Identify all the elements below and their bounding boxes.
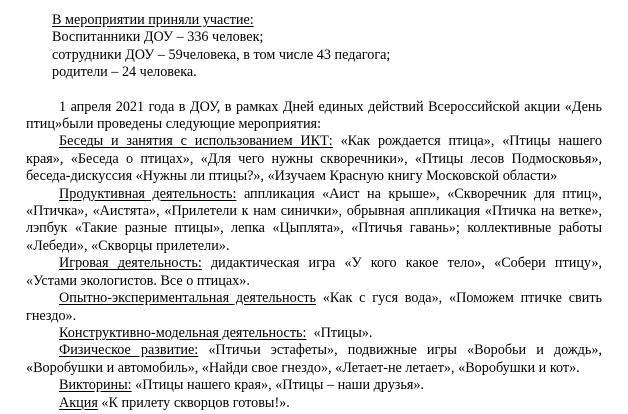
section-campaign-label: Акция bbox=[59, 394, 98, 411]
section-constructive bbox=[26, 325, 602, 342]
section-ict-line-3: беседа-дискуссия «Нужны ли птицы?», «Изучаем Красную книгу Московской области» bbox=[26, 168, 558, 185]
section-quiz-label: Викторины: bbox=[59, 377, 132, 394]
participants-staff: сотрудники ДОУ – 59человека, в том числе 43 педагога; bbox=[52, 46, 391, 63]
section-productive-line-2: «Птичка», «Аистята», «Прилетели к нам синички», обрывная аппликация «Птичка на ветке», bbox=[26, 203, 602, 220]
section-constructive-line-1: Конструктивно-модельная деятельность: «Птицы». bbox=[59, 324, 373, 341]
section-game-line-1: Игровая деятельность: дидактическая игра «У кого какое тело», «Собери птицу», bbox=[59, 255, 603, 272]
paragraph-gap bbox=[26, 82, 602, 99]
section-game bbox=[26, 255, 602, 290]
section-productive-label: Продуктивная деятельность: bbox=[59, 185, 237, 202]
section-experiment-line-2: гнездо». bbox=[26, 307, 77, 324]
section-ict-line-2: края», «Беседа о птицах», «Для чего нужны скворечники», «Птицы лесов Подмосковья», bbox=[26, 150, 602, 167]
section-constructive-label: Конструктивно-модельная деятельность: bbox=[59, 324, 307, 341]
section-productive bbox=[26, 186, 602, 256]
section-game-line-2: «Устами экологистов. Все о птицах». bbox=[26, 272, 250, 289]
section-physical-label: Физическое развитие: bbox=[59, 342, 199, 359]
section-quiz-line-1: Викторины: «Птицы нашего края», «Птицы – наши друзья». bbox=[59, 377, 425, 394]
section-quiz bbox=[26, 377, 602, 394]
section-physical-line-2: «Воробушки и автомобиль», «Найди свое гнездо», «Летает-не летает», «Воробушки и кот». bbox=[26, 359, 580, 376]
lead-line-1: 1 апреля 2021 года в ДОУ, в рамках Дней единых действий Всероссийской акции «День bbox=[59, 98, 602, 115]
participants-parents: родители – 24 человека. bbox=[52, 64, 197, 81]
section-ict bbox=[26, 133, 602, 185]
section-campaign-line-1: Акция «К прилету скворцов готовы!». bbox=[59, 394, 290, 411]
participants-block bbox=[26, 12, 602, 82]
section-ict-label: Беседы и занятия с использованием ИКТ: bbox=[59, 133, 333, 150]
participants-heading: В мероприятии приняли участие: bbox=[52, 12, 254, 28]
section-experiment-label: Опытно-экспериментальная деятельность bbox=[59, 290, 317, 307]
section-productive-line-4: «Лебеди», «Скворцы прилетели». bbox=[26, 237, 230, 254]
section-game-label: Игровая деятельность: bbox=[59, 255, 202, 272]
section-productive-line-3: лэпбук «Такие разные птицы», лепка «Цыплята», «Птичья гавань»; коллективные работы bbox=[26, 220, 602, 237]
section-physical bbox=[26, 342, 602, 377]
section-experiment-line-1: Опытно-экспериментальная деятельность «Как с гуся вода», «Поможем птичке свить bbox=[59, 290, 603, 307]
lead-line-2: птиц»были проведены следующие мероприятия: bbox=[26, 116, 322, 133]
events-lead-paragraph bbox=[26, 99, 602, 134]
section-ict-line-1: Беседы и занятия с использованием ИКТ: «Как рождается птица», «Птицы нашего bbox=[59, 133, 602, 150]
participants-pupils: Воспитанники ДОУ – 336 человек; bbox=[52, 29, 264, 46]
section-physical-line-1: Физическое развитие: «Птичьи эстафеты», подвижные игры «Воробьи и дождь», bbox=[59, 342, 602, 359]
section-productive-line-1: Продуктивная деятельность: аппликация «Аист на крыше», «Скворечник для птиц», bbox=[59, 185, 602, 202]
section-experiment bbox=[26, 290, 602, 325]
section-campaign bbox=[26, 395, 602, 412]
